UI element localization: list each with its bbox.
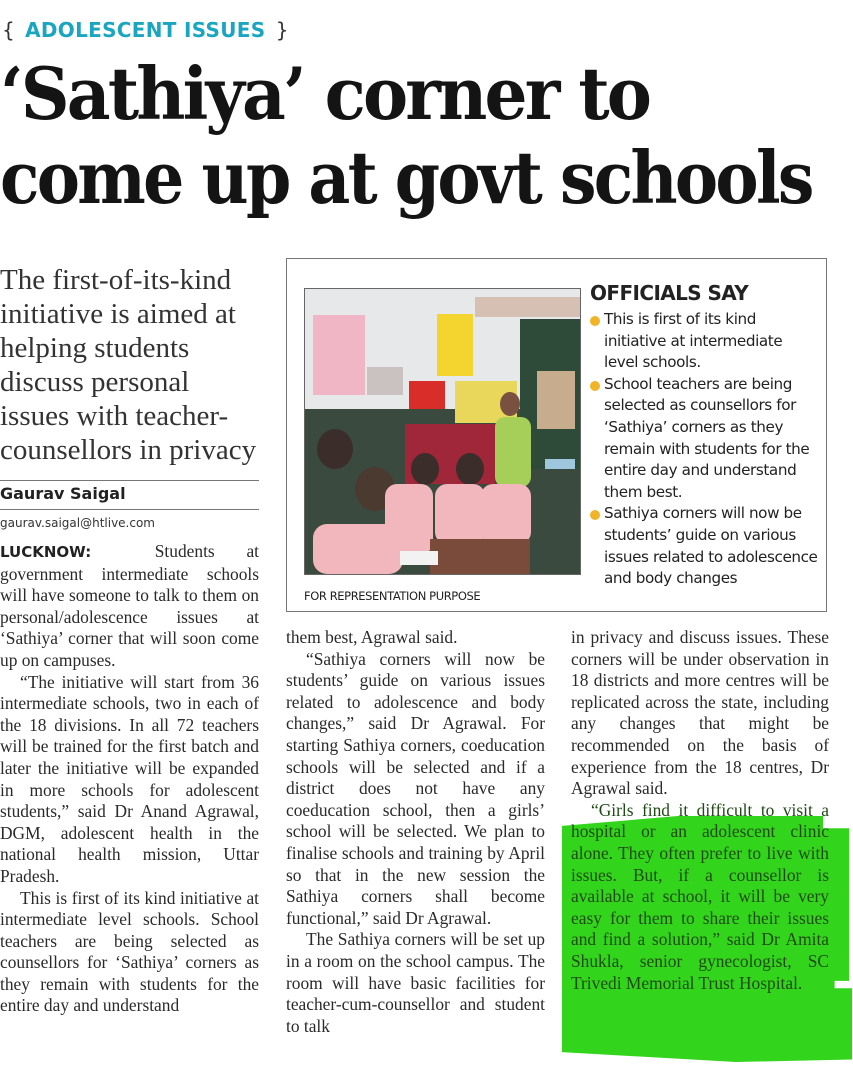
bullet-list bbox=[590, 309, 820, 590]
bullet-text: Sathiya corners will now be students’ guide on various issues related to adolescence and body changes bbox=[604, 504, 818, 588]
divider bbox=[0, 480, 259, 481]
dateline: LUCKNOW: bbox=[0, 543, 92, 561]
list-item bbox=[590, 374, 820, 504]
paragraph: in privacy and discuss issues. These corners will be under observation in 18 districts and more centres will be replicated across the state, including any changes that might be recommended on the basis of experience from the 18 centres, Dr Agrawal said. bbox=[571, 627, 829, 799]
officials-say-panel bbox=[590, 279, 820, 590]
section-kicker bbox=[2, 14, 289, 46]
sidebar-box bbox=[286, 258, 827, 612]
paragraph: “The initiative will start from 36 intermediate schools, two in each of the 18 divisions. In all 72 teachers will be trained for the first batch and later the initiative will be expanded in more schools for adolescent students,” said Dr Anand Agrawal, DGM, adolescent health in the national health mission, Uttar Pradesh. bbox=[0, 671, 259, 886]
byline-email[interactable]: gaurav.saigal@htlive.com bbox=[0, 516, 155, 530]
bullet-text: School teachers are being selected as counsellors for ‘Sathiya’ corners as they remain with students for the entire day and understand them best. bbox=[604, 374, 810, 501]
bullet-dot-icon bbox=[590, 316, 600, 326]
paragraph: “Sathiya corners will now be students’ guide on various issues related to adolescence and body changes,” said Dr Agrawal. For starting Sathiya corners, coeducation schools will be selected and if a district does not have any coeducation school, then a girls’ school will be selected. We plan to finalise schools and training by April so that in the new session the Sathiya corners shall become functional,” said Dr Agrawal. bbox=[286, 648, 545, 928]
list-item bbox=[590, 309, 820, 374]
highlighted-paragraph: “Girls find it difficult to visit a hospital or an adolescent clinic alone. They often prefer to live with issues. But, if a counsellor is available at school, it will be very easy for them to share their issues and find a solution,” said Dr Amita Shukla, senior gynecologist, SC Trivedi Memorial Trust Hospital. bbox=[571, 799, 829, 993]
paragraph: This is first of its kind initiative at intermediate level schools. School teachers are being selected as counsellors for ‘Sathiya’ corners as they remain with students for the entire day and understand bbox=[0, 887, 259, 1016]
list-item bbox=[590, 503, 820, 589]
headline bbox=[0, 52, 853, 220]
paragraph: them best, Agrawal said. bbox=[286, 627, 458, 647]
sidebar-title: OFFICIALS SAY bbox=[590, 281, 749, 305]
bullet-dot-icon bbox=[590, 381, 600, 391]
article-column-2 bbox=[286, 627, 545, 1037]
deck-subheadline: The first-of-its-kind initiative is aimed at helping students discuss personal issues with teacher-counsellors in privacy bbox=[0, 264, 257, 466]
kicker-label: ADOLESCENT ISSUES bbox=[25, 18, 266, 42]
headline-line-2: come up at govt schools bbox=[0, 135, 812, 220]
classroom-photo bbox=[304, 288, 581, 575]
kicker-open-brace: { bbox=[2, 18, 15, 42]
kicker-close-brace: } bbox=[275, 18, 289, 42]
article-column-1 bbox=[0, 541, 259, 1017]
bullet-text: This is first of its kind initiative at intermediate level schools. bbox=[604, 310, 783, 372]
byline-author: Gaurav Saigal bbox=[0, 484, 126, 503]
divider bbox=[0, 509, 259, 510]
photo-illustration bbox=[305, 289, 580, 574]
photo-caption: FOR REPRESENTATION PURPOSE bbox=[304, 589, 481, 603]
paragraph: The Sathiya corners will be set up in a room on the school campus. The room will have basic facilities for teacher-cum-counsellor and student to talk bbox=[286, 929, 545, 1036]
bullet-dot-icon bbox=[590, 510, 600, 520]
article-column-3 bbox=[571, 627, 829, 994]
paragraph: Students at government intermediate schools will have someone to talk to them on personal/adolescence issues at ‘Sathiya’ corner that will soon come up on campuses. bbox=[0, 541, 259, 670]
headline-line-1: ‘Sathiya’ corner to bbox=[0, 51, 650, 136]
